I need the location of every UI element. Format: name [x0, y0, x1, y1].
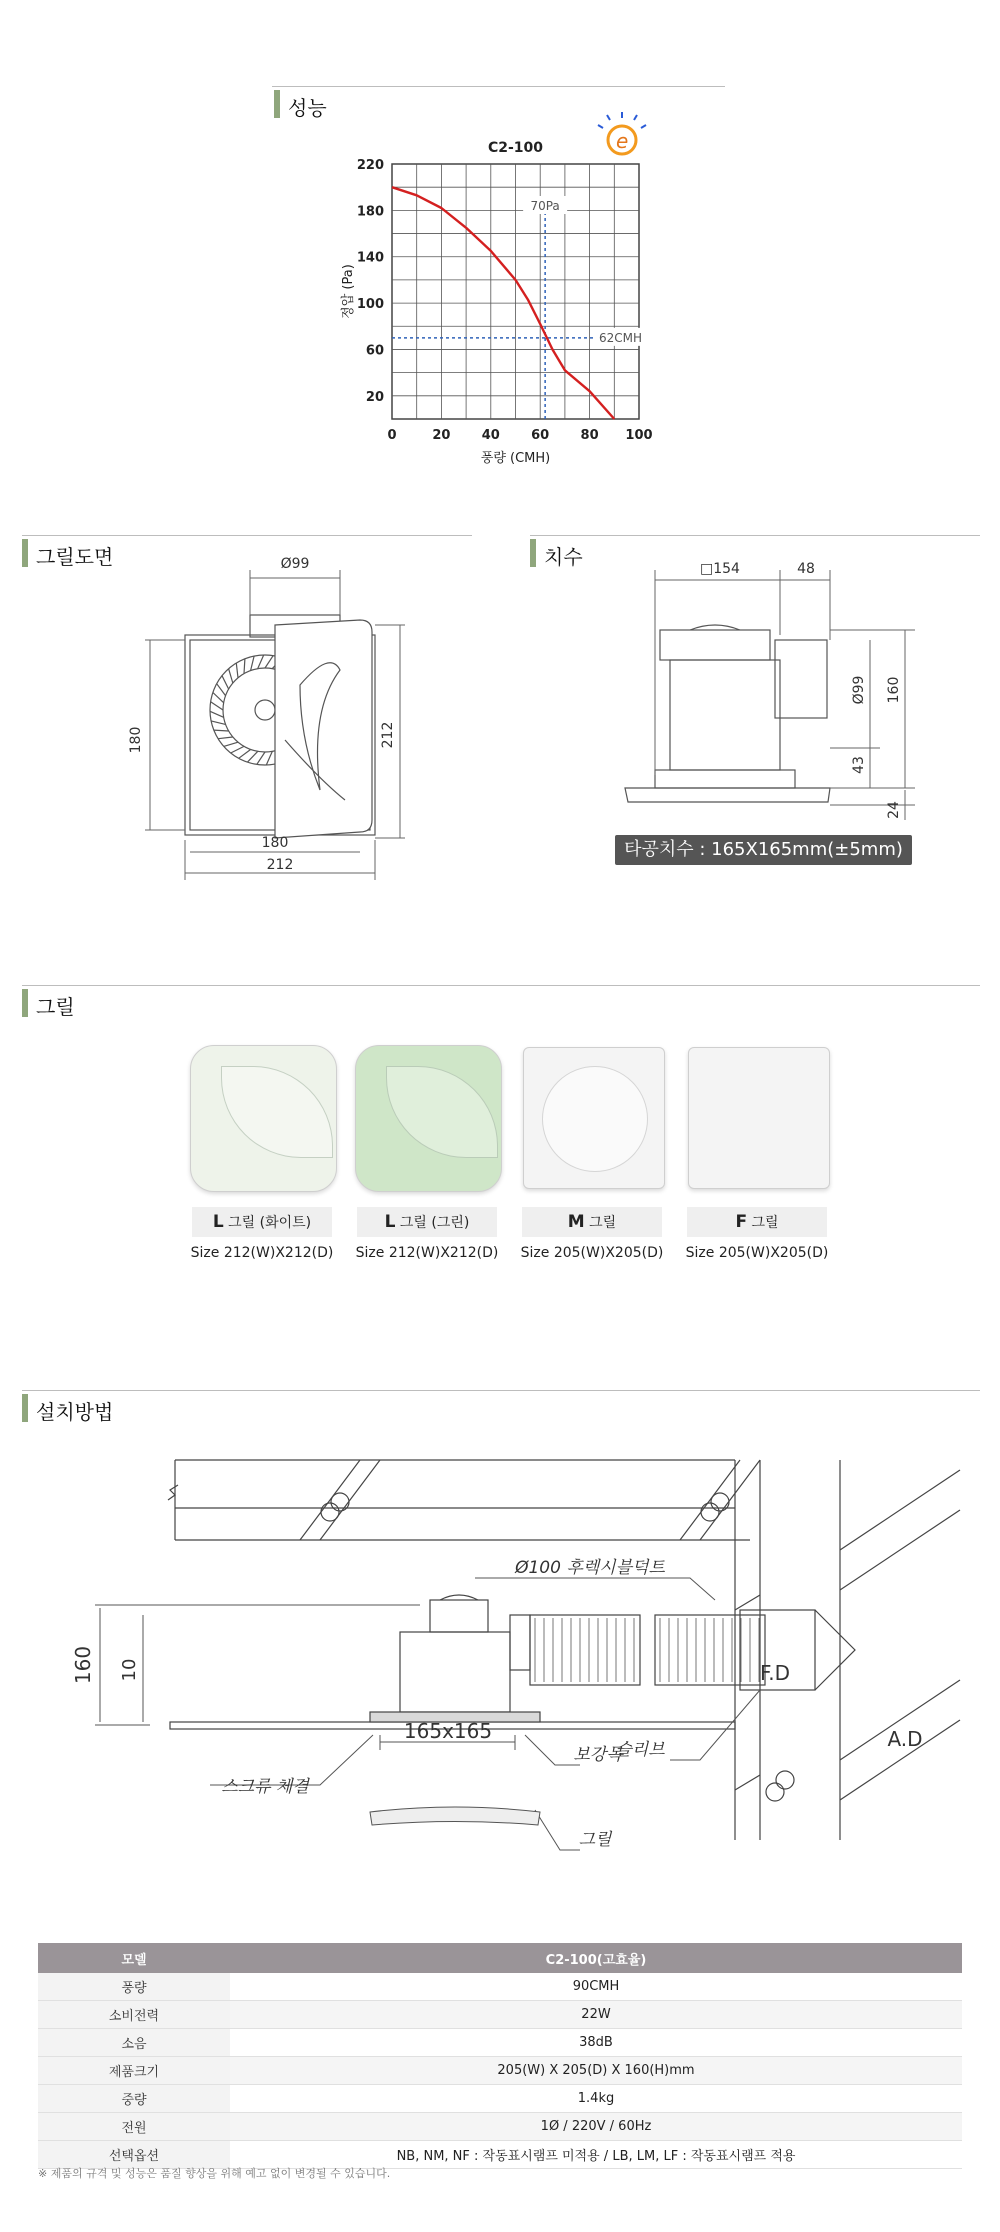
label-duct: Ø100 후렉시블덕트 — [515, 1558, 665, 1578]
table-row — [38, 2057, 962, 2085]
dim-160: 160 — [71, 1645, 95, 1685]
table-row — [38, 2029, 962, 2057]
spec-value: 205(W) X 205(D) X 160(H)mm — [230, 2057, 962, 2085]
spec-value: NB, NM, NF : 작동표시램프 미적용 / LB, LM, LF : 작동표시램프 적용 — [230, 2141, 962, 2169]
table-row — [38, 2113, 962, 2141]
header-value: C2-100(고효율) — [230, 1943, 962, 1973]
table-row — [38, 2085, 962, 2113]
spec-key: 소음 — [38, 2029, 230, 2057]
spec-value: 22W — [230, 2001, 962, 2029]
brand-logo — [598, 112, 646, 154]
spec-key: 선택옵션 — [38, 2141, 230, 2169]
x-tick-label: 20 — [432, 428, 451, 443]
label-fire-damper: F.D — [759, 1661, 791, 1685]
dim-bottom-inner: 180 — [261, 835, 289, 851]
section-marker — [22, 989, 28, 1017]
spec-key: 중량 — [38, 2085, 230, 2113]
x-tick-label: 80 — [580, 428, 599, 443]
annotation-horizontal: 62CMH — [599, 330, 643, 345]
grille-label — [357, 1207, 497, 1237]
y-tick-label: 140 — [356, 250, 384, 266]
spec-value: 38dB — [230, 2029, 962, 2057]
dim-diameter: Ø99 — [851, 675, 867, 705]
dim-10: 10 — [119, 1658, 140, 1682]
grille-letter: L — [212, 1212, 224, 1232]
section-divider — [22, 535, 472, 536]
grille-leaf — [386, 1066, 498, 1158]
header-key: 모델 — [38, 1943, 230, 1973]
grille-image — [190, 1045, 337, 1192]
section-divider — [530, 535, 980, 536]
x-tick-label: 60 — [531, 428, 550, 443]
footnote: ※ 제품의 규격 및 성능은 품질 향상을 위해 예고 없이 변경될 수 있습니다. — [38, 2167, 391, 2180]
y-tick-label: 60 — [365, 343, 384, 359]
x-tick-label: 100 — [625, 428, 653, 443]
label-reinforce: 보강목 — [573, 1745, 623, 1765]
table-row — [38, 1973, 962, 2001]
spec-value: 1.4kg — [230, 2085, 962, 2113]
section-divider — [22, 1390, 980, 1391]
grille-label — [192, 1207, 332, 1237]
grille-circle — [542, 1066, 648, 1172]
dim-offset: 48 — [797, 561, 815, 577]
grille-image — [523, 1047, 665, 1189]
hole-size-badge: 타공치수 : 165X165mm(±5mm) — [615, 835, 912, 865]
section-title-grille-drawing: 그릴도면 — [36, 545, 114, 569]
spec-key: 소비전력 — [38, 2001, 230, 2029]
dim-height: 160 — [886, 676, 902, 704]
spec-value: 1Ø / 220V / 60Hz — [230, 2113, 962, 2141]
dim-square: □154 — [700, 561, 740, 577]
spec-key: 전원 — [38, 2113, 230, 2141]
y-tick-label: 100 — [356, 297, 384, 313]
dim-top: Ø99 — [280, 556, 310, 572]
grille-name: 그릴 (그린) — [395, 1215, 470, 1231]
spec-key: 제품크기 — [38, 2057, 230, 2085]
label-grille: 그릴 — [578, 1830, 612, 1850]
grille-size: Size 205(W)X205(D) — [685, 1245, 829, 1261]
label-screw: 스크류 체결 — [221, 1777, 309, 1797]
grille-image — [688, 1047, 830, 1189]
grille-name: 그릴 (화이트) — [223, 1215, 312, 1231]
grille-size: Size 212(W)X212(D) — [190, 1245, 334, 1261]
svg-text:e: e — [616, 129, 629, 153]
grille-letter: F — [735, 1212, 748, 1232]
performance-chart — [0, 0, 1000, 470]
dim-left: 180 — [128, 726, 144, 754]
grille-size: Size 205(W)X205(D) — [520, 1245, 664, 1261]
grille-name: 그릴 — [584, 1215, 617, 1231]
section-title-performance: 성능 — [288, 96, 327, 120]
y-tick-label: 220 — [356, 158, 384, 173]
installation-diagram — [0, 1440, 1000, 1880]
table-header-row — [38, 1943, 962, 1973]
section-marker — [22, 1394, 28, 1422]
dim-bottom-outer: 212 — [266, 857, 294, 873]
y-axis-label: 정압 (Pa) — [341, 264, 356, 319]
grille-image — [355, 1045, 502, 1192]
chart-title: C2-100 — [487, 140, 544, 156]
section-title-installation: 설치방법 — [36, 1400, 114, 1424]
x-tick-label: 0 — [387, 428, 397, 443]
section-title-dimensions: 치수 — [544, 545, 583, 569]
x-tick-label: 40 — [481, 428, 500, 443]
grille-letter: L — [384, 1212, 396, 1232]
grille-label — [522, 1207, 662, 1237]
section-divider — [22, 985, 980, 986]
grille-label — [687, 1207, 827, 1237]
dim-grille-thickness: 24 — [886, 801, 902, 819]
table-row — [38, 2001, 962, 2029]
grille-name: 그릴 — [747, 1215, 779, 1231]
y-tick-label: 180 — [356, 204, 384, 220]
section-title-grille: 그릴 — [36, 995, 75, 1019]
spec-value: 90CMH — [230, 1973, 962, 2001]
grille-leaf — [221, 1066, 333, 1158]
grille-size: Size 212(W)X212(D) — [355, 1245, 499, 1261]
x-axis-label: 풍량 (CMH) — [480, 451, 551, 466]
grille-letter: M — [567, 1212, 585, 1232]
spec-key: 풍량 — [38, 1973, 230, 2001]
dimension-drawing — [0, 540, 1000, 840]
label-sleeve: 슬리브 — [615, 1740, 665, 1760]
hole-size: 165x165 — [403, 1719, 493, 1743]
chart-area — [340, 140, 653, 466]
spec-table — [38, 1943, 962, 2169]
label-air-damper: A.D — [887, 1727, 923, 1751]
dim-lower: 43 — [851, 756, 867, 774]
dim-right: 212 — [380, 721, 396, 749]
y-tick-label: 20 — [365, 389, 384, 405]
annotation-vertical: 70Pa — [530, 199, 560, 213]
